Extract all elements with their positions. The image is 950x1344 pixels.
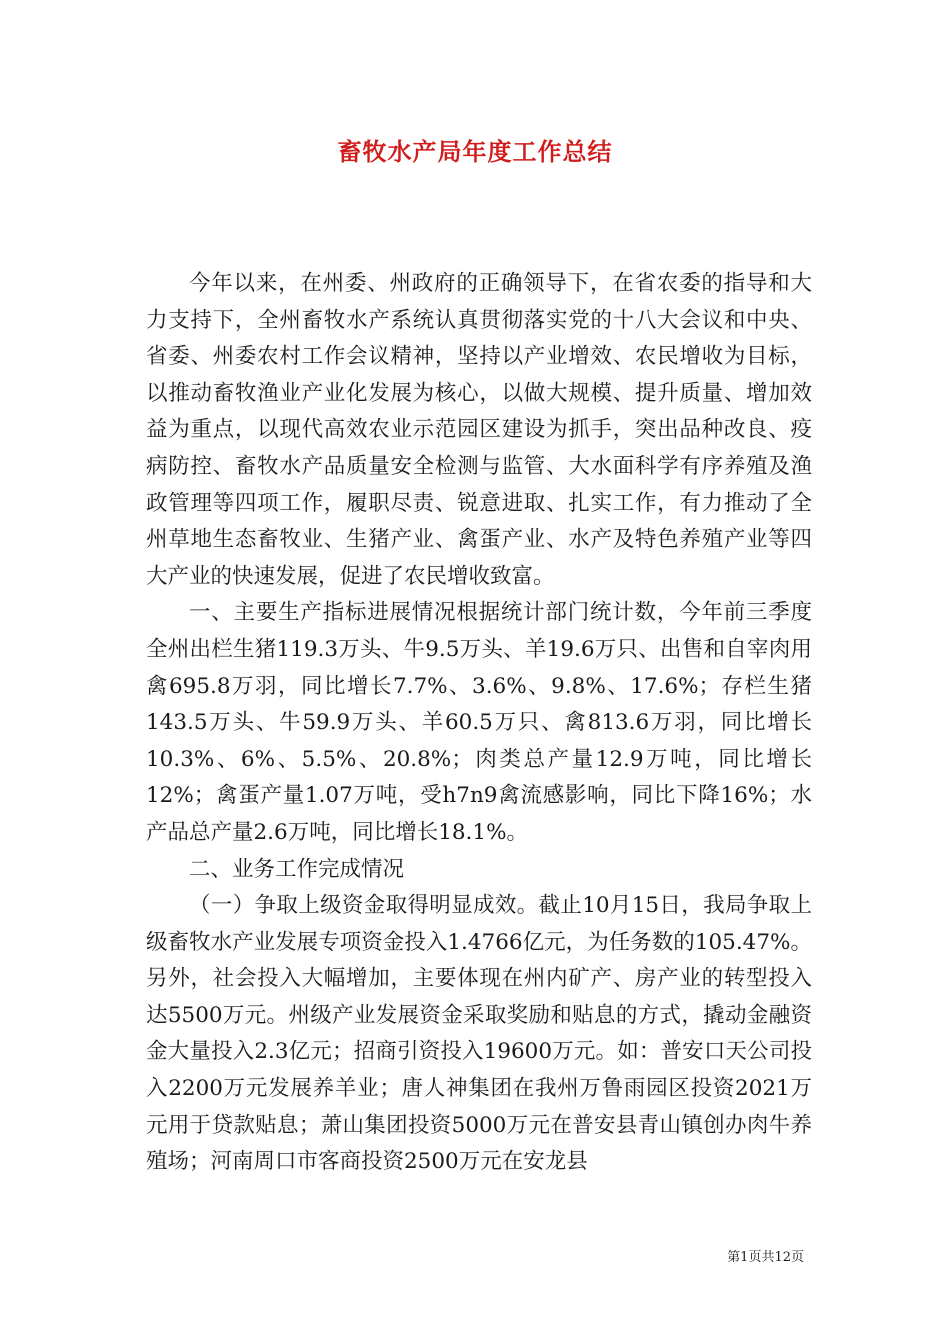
section-heading-work-completion: 二、业务工作完成情况 (189, 856, 405, 882)
page-number-footer: 第1页共12页 (727, 1250, 804, 1265)
paragraph-production-indicators: 一、主要生产指标进展情况根据统计部门统计数，今年前三季度全州出栏生猪119.3万头、牛9.5万头、羊19.6万只、出售和自宰肉用禽695.8万羽，同比增长7.7%、3.6%、9.8%、17.6%；存栏生猪143.5万头、牛59.9万头、羊60.5万只、禽813.6万羽，同比增长10.3%、6%、5.5%、20.8%；肉类总产量12.9万吨，同比增长12%；禽蛋产量1.07万吨，受h7n9禽流感影响，同比下降16%；水产品总产量2.6万吨，同比增长18.1%。 (146, 600, 812, 845)
paragraph-funding: （一）争取上级资金取得明显成效。截止10月15日，我局争取上级畜牧水产业发展专项资金投入1.4766亿元，为任务数的105.47%。另外，社会投入大幅增加，主要体现在州内矿产、房产业的转型投入达5500万元。州级产业发展资金采取奖励和贴息的方式，撬动金融资金大量投入2.3亿元；招商引资投入19600万元。如：普安口天公司投入2200万元发展养羊业；唐人神集团在我州万鲁雨园区投资2021万元用于贷款贴息；萧山集团投资5000万元在普安县青山镇创办肉牛养殖场；河南周口市客商投资2500万元在安龙县 (146, 893, 812, 1175)
paragraph-intro: 今年以来，在州委、州政府的正确领导下，在省农委的指导和大力支持下，全州畜牧水产系统认真贯彻落实党的十八大会议和中央、省委、州委农村工作会议精神，坚持以产业增效、农民增收为目标，以推动畜牧渔业产业化发展为核心，以做大规模、提升质量、增加效益为重点，以现代高效农业示范园区建设为抓手，突出品种改良、疫病防控、畜牧水产品质量安全检测与监管、大水面科学有序养殖及渔政管理等四项工作，履职尽责、锐意进取、扎实工作，有力推动了全州草地生态畜牧业、生猪产业、禽蛋产业、水产及特色养殖产业等四大产业的快速发展，促进了农民增收致富。 (146, 271, 812, 589)
document-body (146, 266, 812, 1181)
document-title: 畜牧水产局年度工作总结 (337, 137, 613, 166)
